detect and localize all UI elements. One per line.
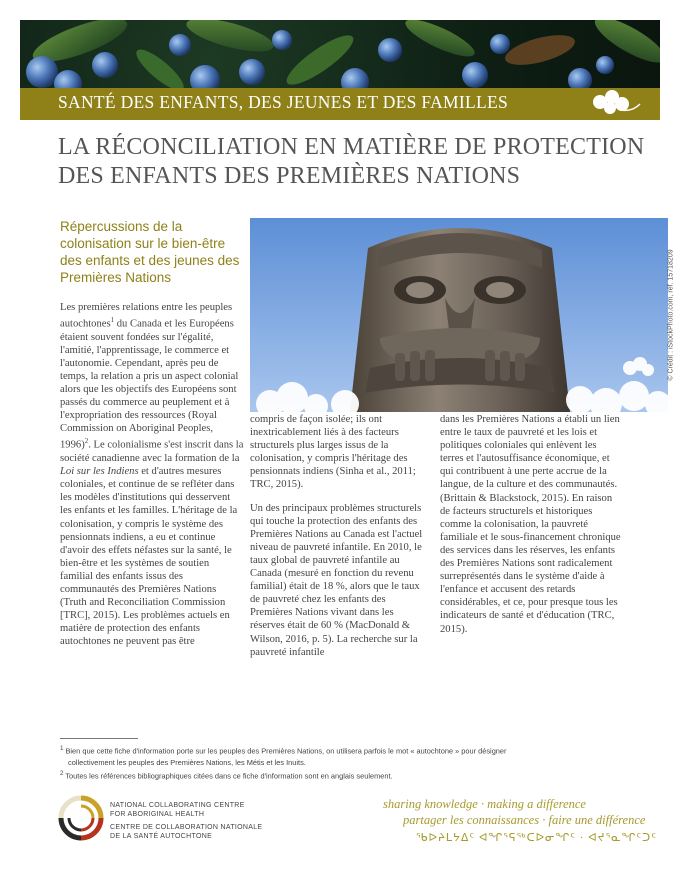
- footnote-ref: 2: [84, 437, 89, 446]
- footnote-2: [60, 769, 620, 782]
- footnote-1-cont: collectivement les peuples des Premières Nations, les Métis et les Inuits.: [68, 757, 306, 767]
- page-title: [58, 133, 658, 191]
- org-name-english: [110, 801, 270, 819]
- totem-pole-illustration: [250, 218, 668, 412]
- nccah-logo-icon: [58, 795, 104, 841]
- footnote-divider: [60, 738, 138, 739]
- paragraph: compris de façon isolée; ils ont inextricablement liés à des facteurs structurels plus larges issus de la colonisation, y compris l'héritage des pensionnats indiens (Sinha et al., 2011; TRC, 2015).: [250, 414, 416, 491]
- totem-pole-photo: [250, 218, 668, 412]
- text-run: Les premières relations entre les peuples autochtones: [60, 302, 233, 330]
- body-column-1: [60, 301, 244, 659]
- footnote-ref: 1: [110, 316, 115, 325]
- text-run: du Canada et les Européens étaient souvent fondées sur l'égalité, l'amitié, l'apprentissage, le commerce et l'autonomie. Cependant, après peu de temps, la relation a pris un aspect colonial alors que les objectifs des Européens sont passés du commerce au peuplement et à l'expropriation des ressources (Royal Commission on Aboriginal Peoples, 1996): [60, 318, 239, 451]
- photo-credit: [666, 218, 676, 412]
- text-italic: Loi sur les Indiens: [60, 466, 139, 478]
- org-name-line: FOR ABORIGINAL HEALTH: [110, 811, 205, 818]
- paragraph: [60, 301, 244, 649]
- paragraph: Un des principaux problèmes structurels qui touche la protection des enfants des Premières Nations au Canada est l'actuel niveau de pauvreté infantile. En 2010, le taux global de pauvreté infantile au Canada (mesuré en fonction du revenu familial) était de 18 %, alors que le taux de pauvreté chez les enfants des Premières Nations vivant dans les réserves était de 60 % (MacDonald & Wilson, 2016, p. 5). La recherche sur la pauvreté infantile: [250, 502, 423, 658]
- section-heading: Répercussions de la colonisation sur le bien-être des enfants et des jeunes des Premières Nations: [60, 219, 240, 285]
- org-name-french: [110, 823, 280, 841]
- page-title-line-2: DES ENFANTS DES PREMIÈRES NATIONS: [58, 163, 521, 189]
- body-column-3: [440, 413, 622, 646]
- footnote-mark: 1: [60, 745, 64, 752]
- org-name-line: NATIONAL COLLABORATING CENTRE: [110, 802, 245, 809]
- org-name-line: CENTRE DE COLLABORATION NATIONALE: [110, 824, 263, 831]
- footnote-mark: 2: [60, 770, 64, 778]
- section-title: SANTÉ DES ENFANTS, DES JEUNES ET DES FAMILLES: [58, 92, 509, 112]
- page-title-line-1: LA RÉCONCILIATION EN MATIÈRE DE PROTECTION: [58, 134, 645, 160]
- footnotes: [60, 744, 620, 783]
- tagline-syllabics: ᖃᐅᔨᒪᔭᐃᑦ ᐊᖏᕐᕋᖅᑕᐅᓂᖏᑦ · ᐊᔪᕐᓇᖏᑦᑐᑦ: [416, 832, 657, 844]
- tagline-english: sharing knowledge · making a difference: [383, 797, 586, 811]
- text-run: et d'autres mesures coloniales, et continue de se refléter dans les modèles d'institutions qui desservent les enfants et les familles. L'héritage de la colonisation, y compris le système des pensionnats indiens, a eu et continue d'avoir des effets néfastes sur la santé, le bien-être et les systèmes de soutien familial des enfants issus des communautés des Premières Nations (Truth and Reconciliation Commission [TRC], 2015). Les problèmes actuels en matière de protection des enfants autochtones ne peuvent pas être: [60, 466, 238, 648]
- body-column-2: [250, 413, 428, 669]
- footnote-1: [60, 744, 620, 757]
- tagline-french: partager les connaissances · faire une différence: [403, 813, 646, 827]
- text-run: . Le colonialisme s'est inscrit dans la société canadienne avec la formation de la: [60, 440, 244, 465]
- photo-credit-text: © Crédit : iStockPhoto.com, réf. 15718209: [667, 249, 675, 381]
- footnote-text: Bien que cette fiche d'information porte sur les peuples des Premières Nations, on utilisera parfois le mot « autochtone » pour désigner: [63, 746, 507, 756]
- paragraph: dans les Premières Nations a établi un lien entre le taux de pauvreté et les lois et politiques coloniales qui enlèvent les terres et l'autosuffisance économique, et qui contribuent à une perte accrue de la langue, de la culture et des communautés. (Brittain & Blackstock, 2015). En raison de facteurs structurels et historiques comme la colonisation, la pauvreté familiale et le sous-financement chronique des services dans les réserves, les enfants des Premières Nations sont radicalement surreprésentés dans le système d'aide à l'enfance et accusent des retards considérables, et ce, pour presque tous les indicateurs de santé et d'éducation (TRC, 2015).: [440, 414, 621, 635]
- footnote-text: Toutes les références bibliographiques citées dans ce fiche d'information sont en anglais seulement.: [63, 771, 393, 781]
- org-name-line: DE LA SANTÉ AUTOCHTONE: [110, 833, 213, 840]
